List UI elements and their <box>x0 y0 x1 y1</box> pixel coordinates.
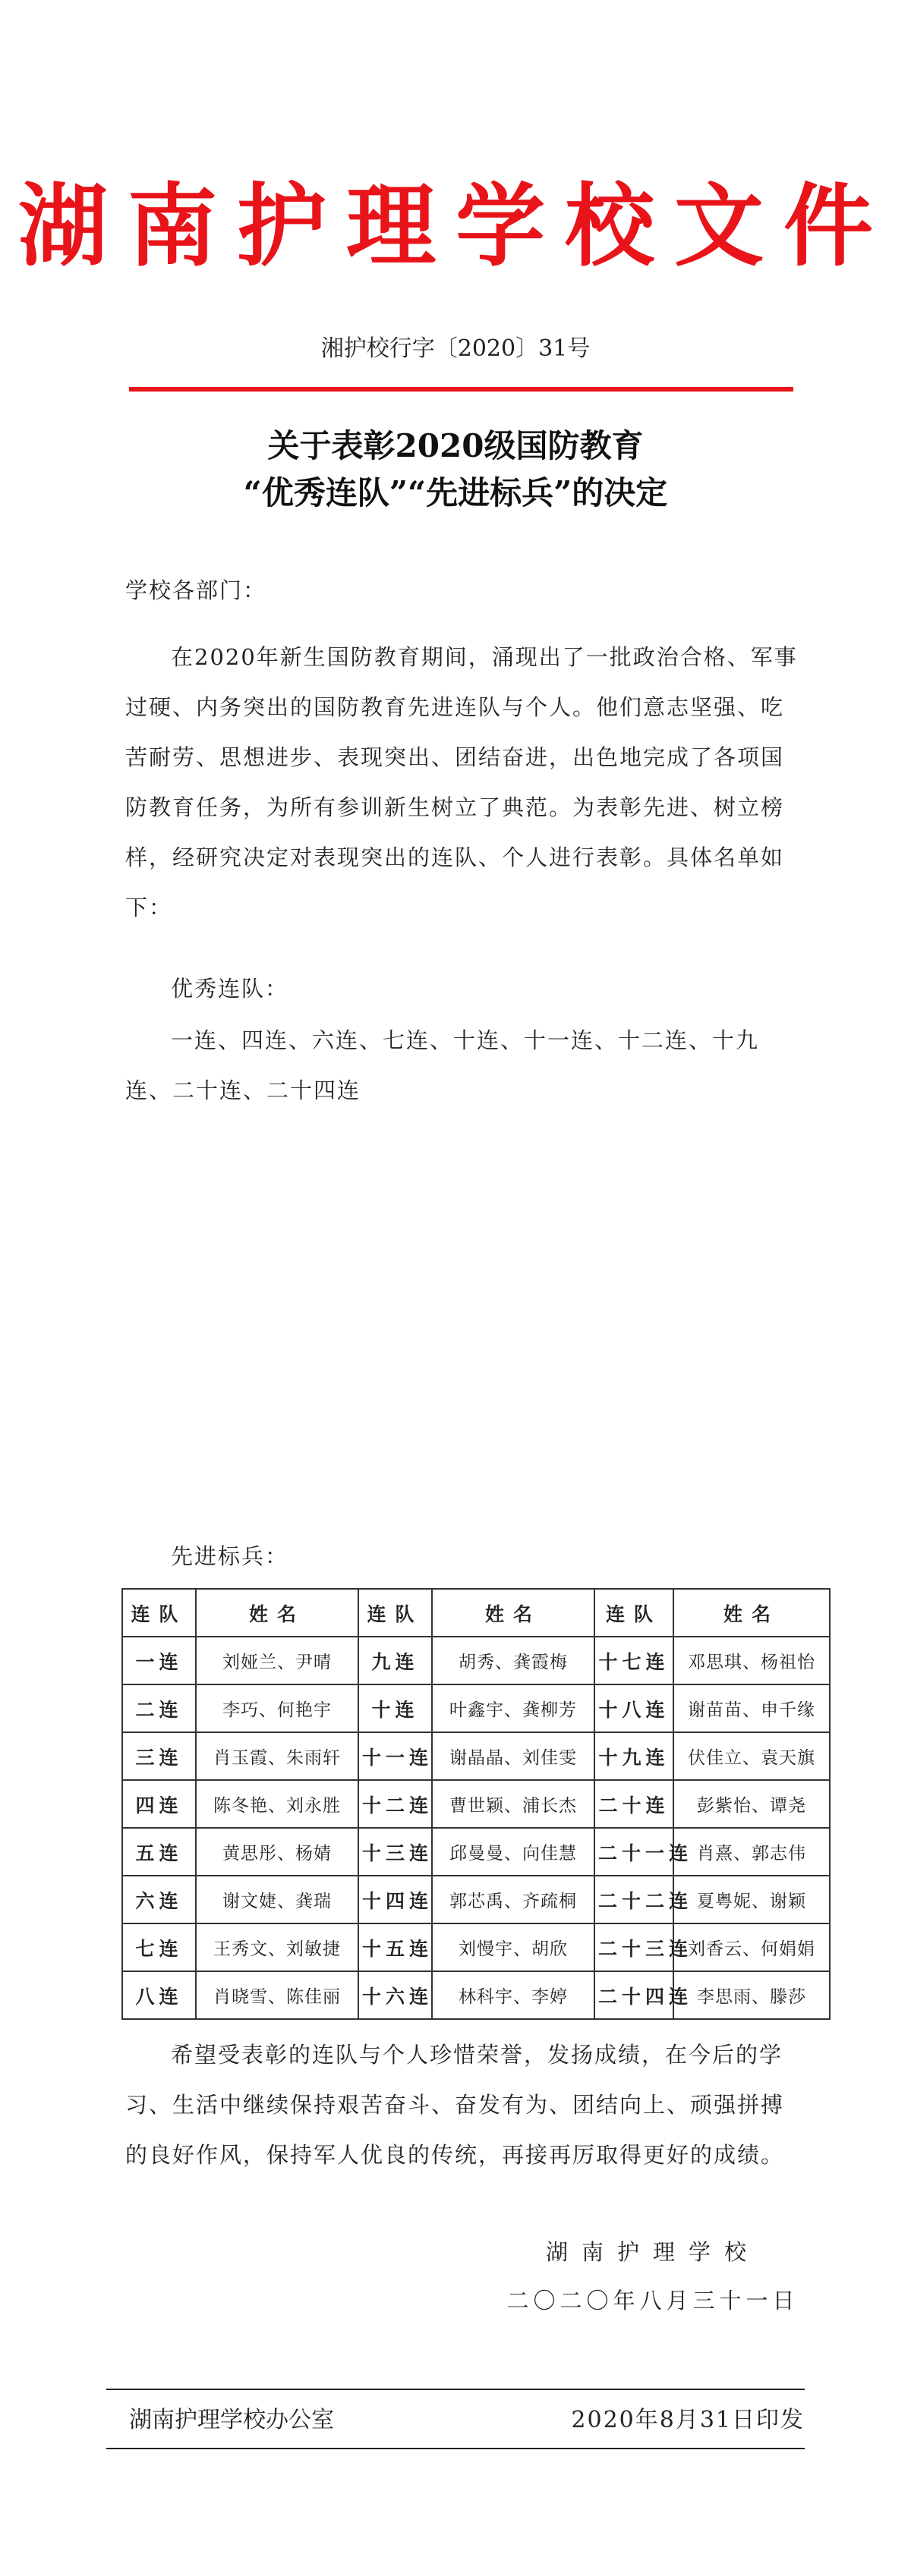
names-cell: 肖熹、郭志伟 <box>673 1828 830 1876</box>
unit-cell: 十五连 <box>358 1923 432 1971</box>
unit-cell: 八连 <box>122 1971 196 2019</box>
names-cell: 伏佳立、袁天旗 <box>673 1732 830 1780</box>
unit-cell: 十九连 <box>594 1732 673 1780</box>
unit-cell: 二十一连 <box>594 1828 673 1876</box>
names-cell: 刘娅兰、尹晴 <box>196 1637 358 1684</box>
footer-office: 湖南护理学校办公室 <box>129 2407 334 2433</box>
names-cell: 刘慢宇、胡欣 <box>432 1923 594 1971</box>
decision-title-line-2: “优秀连队”“先进标兵”的决定 <box>243 474 668 511</box>
table-header-row <box>122 1589 830 1637</box>
unit-cell: 四连 <box>122 1780 196 1828</box>
unit-cell: 十六连 <box>358 1971 432 2019</box>
signature-date: 二〇二〇年八月三十一日 <box>506 2288 799 2313</box>
unit-cell: 一连 <box>122 1637 196 1684</box>
unit-cell: 十一连 <box>358 1732 432 1780</box>
unit-cell: 二十三连 <box>594 1923 673 1971</box>
soldiers-label: 先进标兵： <box>171 1543 289 1569</box>
names-cell: 夏粤妮、谢颖 <box>673 1876 830 1923</box>
unit-cell: 十连 <box>358 1684 432 1732</box>
companies-label: 优秀连队： <box>171 976 289 1002</box>
unit-cell: 七连 <box>122 1923 196 1971</box>
companies-list: 一连、四连、六连、七连、十连、十一连、十二连、十九连、二十连、二十四连 <box>125 1027 760 1103</box>
table-row <box>122 1971 830 2019</box>
unit-cell: 三连 <box>122 1732 196 1780</box>
unit-cell: 二连 <box>122 1684 196 1732</box>
footer-bottom-rule <box>106 2448 805 2449</box>
table-header-cell: 连队 <box>358 1589 432 1637</box>
names-cell: 谢苗苗、申千缘 <box>673 1684 830 1732</box>
honor-table <box>121 1588 831 2020</box>
names-cell: 谢文婕、龚瑞 <box>196 1876 358 1923</box>
names-cell: 邱曼曼、向佳慧 <box>432 1828 594 1876</box>
body-paragraph: 在2020年新生国防教育期间，涌现出了一批政治合格、军事过硬、内务突出的国防教育先进连队与个人。他们意志坚强、吃苦耐劳、思想进步、表现突出、团结奋进，出色地完成了各项国防教育任务，为所有参训新生树立了典范。为表彰先进、树立榜样，经研究决定对表现突出的连队、个人进行表彰。具体名单如下： <box>125 644 798 920</box>
names-cell: 邓思琪、杨祖怡 <box>673 1637 830 1684</box>
names-cell: 林科宇、李婷 <box>432 1971 594 2019</box>
names-cell: 肖晓雪、陈佳丽 <box>196 1971 358 2019</box>
table-row <box>122 1637 830 1684</box>
table-row <box>122 1684 830 1732</box>
table-header-cell: 连队 <box>122 1589 196 1637</box>
names-cell: 郭芯禹、齐疏桐 <box>432 1876 594 1923</box>
unit-cell: 六连 <box>122 1876 196 1923</box>
unit-cell: 十八连 <box>594 1684 673 1732</box>
salutation: 学校各部门： <box>125 577 267 603</box>
names-cell: 陈冬艳、刘永胜 <box>196 1780 358 1828</box>
table-header-cell: 姓名 <box>196 1589 358 1637</box>
names-cell: 李思雨、滕莎 <box>673 1971 830 2019</box>
footer-print-date: 2020年8月31日印发 <box>571 2407 805 2433</box>
table-row <box>122 1923 830 1971</box>
unit-cell: 二十四连 <box>594 1971 673 2019</box>
table-row <box>122 1876 830 1923</box>
names-cell: 谢晶晶、刘佳雯 <box>432 1732 594 1780</box>
names-cell: 胡秀、龚霞梅 <box>432 1637 594 1684</box>
unit-cell: 二十连 <box>594 1780 673 1828</box>
decision-title-line-1: 关于表彰2020级国防教育 <box>267 427 644 464</box>
table-header-cell: 姓名 <box>673 1589 830 1637</box>
unit-cell: 五连 <box>122 1828 196 1876</box>
names-cell: 叶鑫宇、龚柳芳 <box>432 1684 594 1732</box>
unit-cell: 二十二连 <box>594 1876 673 1923</box>
unit-cell: 十七连 <box>594 1637 673 1684</box>
names-cell: 曹世颖、浦长杰 <box>432 1780 594 1828</box>
table-header-cell: 姓名 <box>432 1589 594 1637</box>
table-header-cell: 连队 <box>594 1589 673 1637</box>
unit-cell: 十三连 <box>358 1828 432 1876</box>
table-row <box>122 1780 830 1828</box>
document-header-title: 湖南护理学校文件 <box>17 173 893 278</box>
names-cell: 黄思彤、杨婧 <box>196 1828 358 1876</box>
names-cell: 肖玉霞、朱雨轩 <box>196 1732 358 1780</box>
document-number: 湘护校行字〔2020〕31号 <box>320 335 591 362</box>
unit-cell: 十二连 <box>358 1780 432 1828</box>
unit-cell: 十四连 <box>358 1876 432 1923</box>
table-row <box>122 1732 830 1780</box>
footer-top-rule <box>106 2389 805 2390</box>
names-cell: 刘香云、何娟娟 <box>673 1923 830 1971</box>
names-cell: 彭紫怡、谭尧 <box>673 1780 830 1828</box>
red-divider <box>129 387 793 392</box>
signature-organization: 湖南护理学校 <box>545 2239 760 2265</box>
names-cell: 王秀文、刘敏捷 <box>196 1923 358 1971</box>
closing-paragraph: 希望受表彰的连队与个人珍惜荣誉，发扬成绩，在今后的学习、生活中继续保持艰苦奋斗、奋发有为、团结向上、顽强拼搏的良好作风，保持军人优良的传统，再接再厉取得更好的成绩。 <box>125 2042 785 2168</box>
table-row <box>122 1828 830 1876</box>
unit-cell: 九连 <box>358 1637 432 1684</box>
names-cell: 李巧、何艳宇 <box>196 1684 358 1732</box>
